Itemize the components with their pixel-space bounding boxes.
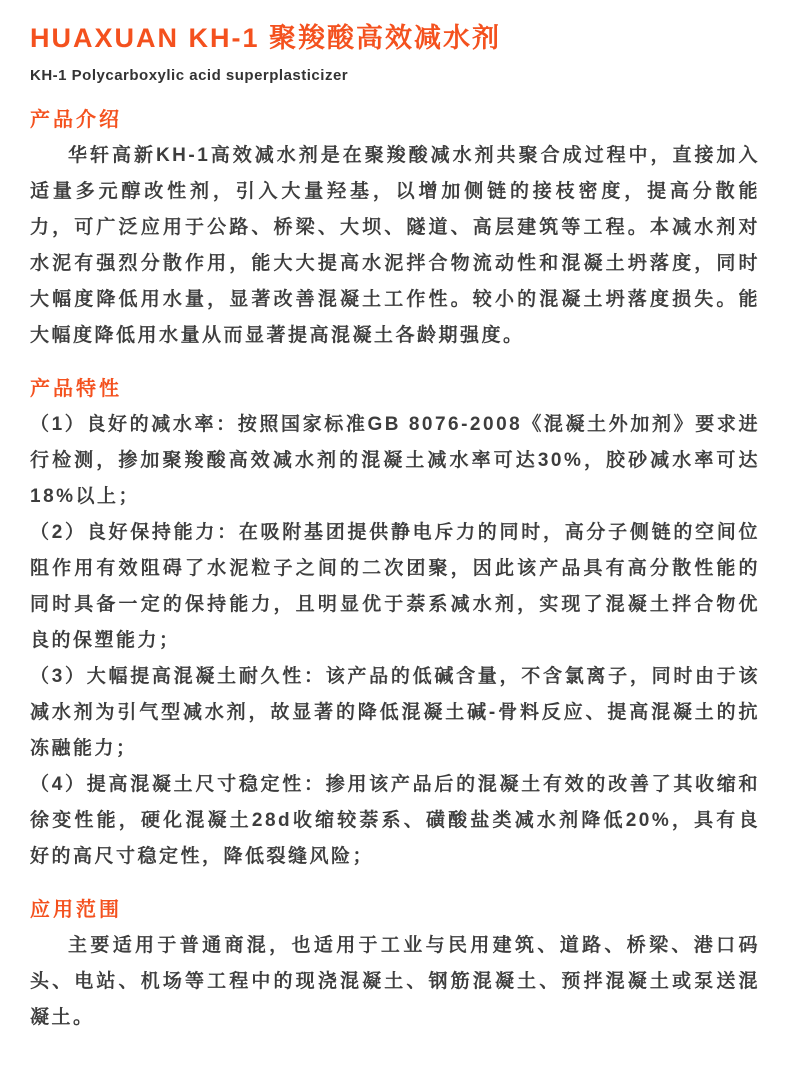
section-heading-product-features: 产品特性 [30,378,122,400]
application-scope-paragraph: 主要适用于普通商混，也适用于工业与民用建筑、道路、桥梁、港口码头、电站、机场等工程中的现浇混凝土、钢筋混凝土、预拌混凝土或泵送混凝土。 [30,935,760,1028]
product-intro-paragraph: 华轩高新KH-1高效减水剂是在聚羧酸减水剂共聚合成过程中，直接加入适量多元醇改性剂，引入大量羟基，以增加侧链的接枝密度，提高分散能力，可广泛应用于公路、桥梁、大坝、隧道、高层建筑等工程。本减水剂对水泥有强烈分散作用，能大大提高水泥拌合物流动性和混凝土坍落度，同时大幅度降低用水量，显著改善混凝土工作性。较小的混凝土坍落度损失。能大幅度降低用水量从而显著提高混凝土各龄期强度。 [30,145,760,346]
feature-item-3: （3）大幅提高混凝土耐久性：该产品的低碱含量，不含氯离子，同时由于该减水剂为引气型减水剂，故显著的降低混凝土碱-骨料反应、提高混凝土的抗冻融能力； [30,666,760,759]
feature-item-2: （2）良好保持能力：在吸附基团提供静电斥力的同时，高分子侧链的空间位阻作用有效阻碍了水泥粒子之间的二次团聚，因此该产品具有高分散性能的同时具备一定的保持能力，且明显优于萘系减水剂，实现了混凝土拌合物优良的保塑能力； [30,522,760,651]
page-title: HUAXUAN KH-1 聚羧酸高效减水剂 [30,23,502,53]
feature-item-1: （1）良好的减水率：按照国家标准GB 8076-2008《混凝土外加剂》要求进行检测，掺加聚羧酸高效减水剂的混凝土减水率可达30%，胶砂减水率可达18%以上； [30,414,760,507]
page-subtitle: KH-1 Polycarboxylic acid superplasticizer [30,67,349,84]
feature-item-4: （4）提高混凝土尺寸稳定性：掺用该产品后的混凝土有效的改善了其收缩和徐变性能，硬化混凝土28d收缩较萘系、磺酸盐类减水剂降低20%，具有良好的高尺寸稳定性，降低裂缝风险； [30,774,760,867]
section-heading-application-scope: 应用范围 [30,899,122,921]
section-heading-product-intro: 产品介绍 [30,109,122,131]
